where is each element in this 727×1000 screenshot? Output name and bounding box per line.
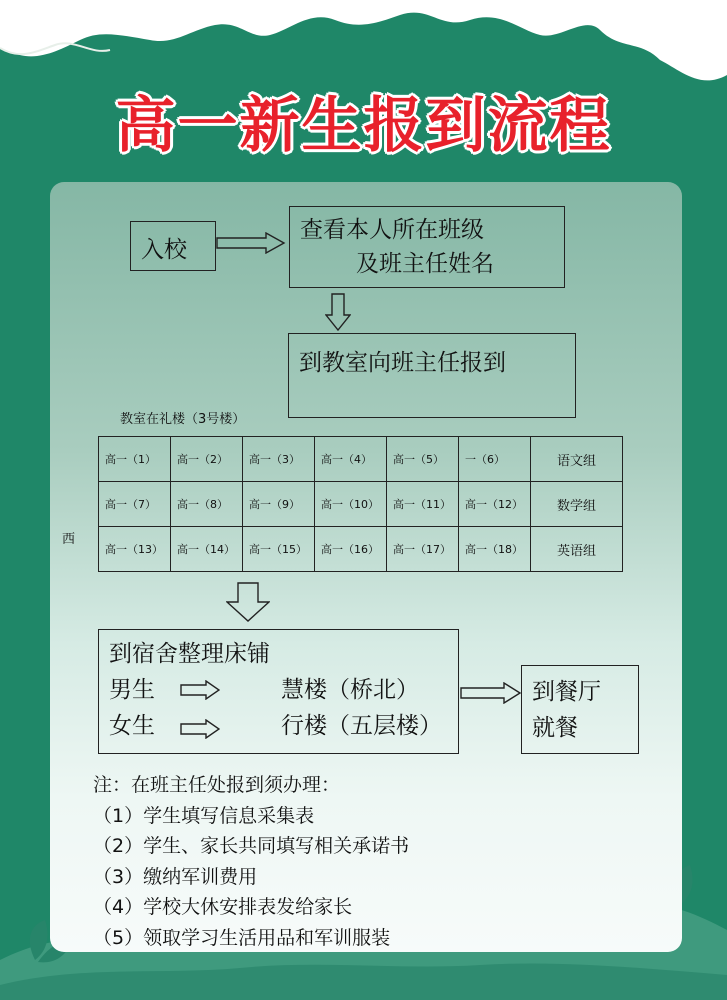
classroom-table [98,436,623,572]
west-direction-label: 西 [62,532,76,547]
note-item: （4）学校大休安排表发给家长 [93,896,353,918]
group-cell: 数学组 [531,482,623,527]
class-cell: 高一（10） [315,482,387,527]
arrow-down-icon [226,582,270,622]
class-cell: 高一（2） [171,437,243,482]
arrow-right-icon [180,719,220,739]
step-enter-box [130,221,216,271]
class-cell: 一（6） [459,437,531,482]
class-cell: 高一（9） [243,482,315,527]
boys-building: 慧楼（桥北） [281,677,419,703]
step-classroom-box [288,333,576,418]
classroom-location-caption: 教室在礼楼（3号楼） [120,412,246,427]
class-cell: 高一（14） [171,527,243,572]
class-cell: 高一（8） [171,482,243,527]
boys-label: 男生 [109,677,155,703]
step-classroom-label: 到教室向班主任报到 [299,350,506,376]
arrow-right-icon [216,232,286,254]
dorm-title: 到宿舍整理床铺 [109,641,270,667]
note-item: （2）学生、家长共同填写相关承诺书 [93,835,410,857]
table-row [99,527,623,572]
step-check-line2: 及班主任姓名 [356,251,494,277]
class-cell: 高一（4） [315,437,387,482]
canteen-line1: 到餐厅 [532,679,601,705]
class-cell: 高一（5） [387,437,459,482]
class-cell: 高一（17） [387,527,459,572]
arrow-down-icon [325,293,351,331]
class-cell: 高一（18） [459,527,531,572]
boys-row [109,672,458,708]
canteen-box [521,665,639,754]
girls-label: 女生 [109,713,155,739]
notes-heading: 注：在班主任处报到须办理： [93,774,341,796]
arrow-right-icon [460,682,522,704]
group-cell: 英语组 [531,527,623,572]
notes-section [93,770,409,953]
note-item: （3）缴纳军训费用 [93,865,258,888]
class-cell: 高一（16） [315,527,387,572]
class-cell: 高一（7） [99,482,171,527]
step-check-line1: 查看本人所在班级 [300,217,484,243]
table-row [99,437,623,482]
girls-row [109,708,458,744]
arrow-right-icon [180,680,220,700]
page-title: 高一新生报到流程 [115,91,612,161]
class-cell: 高一（13） [99,527,171,572]
table-row [99,482,623,527]
step-check-class-box [289,206,565,288]
note-item: （1）学生填写信息采集表 [93,804,315,827]
group-cell: 语文组 [531,437,623,482]
dorm-box [98,629,459,754]
class-cell: 高一（11） [387,482,459,527]
note-item: （5）领取学习生活用品和军训服装 [93,926,391,949]
girls-building: 行楼（五层楼） [281,713,442,739]
class-cell: 高一（15） [243,527,315,572]
step-enter-label: 入校 [141,237,187,263]
class-cell: 高一（12） [459,482,531,527]
class-cell: 高一（1） [99,437,171,482]
canteen-line2: 就餐 [532,715,578,741]
class-cell: 高一（3） [243,437,315,482]
